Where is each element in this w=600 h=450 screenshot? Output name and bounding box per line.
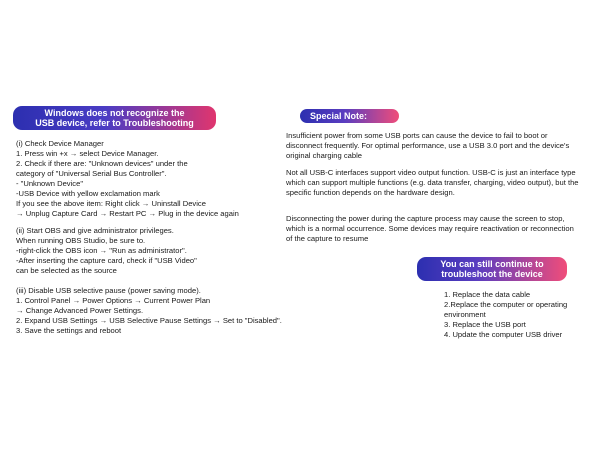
section-line: (iii) Disable USB selective pause (power saving mode). <box>16 286 201 295</box>
section-line: → Change Advanced Power Settings. <box>16 306 144 315</box>
continue-heading-line2: troubleshoot the device <box>441 269 543 279</box>
special-note-banner <box>300 109 399 123</box>
section-line: → Unplug Capture Card → Restart PC → Plug in the device again <box>16 209 239 218</box>
continue-heading-line1: You can still continue to <box>440 259 544 269</box>
usb-c-note: Not all USB-C interfaces support video output function. USB-C is just an interface type which can support multiple functions (e.g. data transfer, charging, video output), but the specific function depends on the hardware design. <box>286 168 579 197</box>
section-line: 2. Expand USB Settings → USB Selective Pause Settings → Set to "Disabled". <box>16 316 282 325</box>
usb-power-note: Insufficient power from some USB ports can cause the device to fail to boot or disconnect frequently. For optimal performance, use a USB 3.0 port and the device's original charging cable <box>286 131 570 160</box>
section-line: When running OBS Studio, be sure to. <box>16 236 146 245</box>
section-line: can be selected as the source <box>16 266 117 275</box>
list-item: 2.Replace the computer or operating environment <box>444 300 568 319</box>
obs-admin-section <box>16 226 197 276</box>
disconnect-power-note: Disconnecting the power during the capture process may cause the screen to stop, which is a normal occurrence. Some devices may require reactivation or reconnection of the capture to resume <box>286 214 574 243</box>
section-line: (ii) Start OBS and give administrator privileges. <box>16 226 174 235</box>
list-item: 4. Update the computer USB driver <box>444 330 563 339</box>
section-line: If you see the above item: Right click → Uninstall Device <box>16 199 206 208</box>
list-item: 1. Replace the data cable <box>444 290 531 299</box>
section-line: 1. Control Panel → Power Options → Current Power Plan <box>16 296 211 305</box>
section-line: category of "Universal Serial Bus Controller". <box>16 169 167 178</box>
section-line: -After inserting the capture card, check if "USB Video" <box>16 256 197 265</box>
section-line: 3. Save the settings and reboot <box>16 326 122 335</box>
usb-selective-pause-section <box>16 286 282 336</box>
troubleshooting-heading-line2: USB device, refer to Troubleshooting <box>35 118 194 128</box>
section-line: -USB Device with yellow exclamation mark <box>16 189 160 198</box>
troubleshooting-heading-line1: Windows does not recognize the <box>44 108 185 118</box>
section-line: 1. Press win +x → select Device Manager. <box>16 149 159 158</box>
list-item: 3. Replace the USB port <box>444 320 526 329</box>
device-manager-section <box>16 139 239 219</box>
special-note-title: Special Note: <box>310 111 368 121</box>
section-line: (i) Check Device Manager <box>16 139 104 148</box>
troubleshoot-steps-list <box>444 290 590 340</box>
section-line: -right-click the OBS icon → "Run as administrator". <box>16 246 187 255</box>
section-line: 2. Check if there are: "Unknown devices" under the <box>16 159 188 168</box>
section-line: - "Unknown Device" <box>16 179 84 188</box>
continue-troubleshoot-banner <box>417 257 567 281</box>
troubleshooting-heading-banner <box>13 106 216 130</box>
